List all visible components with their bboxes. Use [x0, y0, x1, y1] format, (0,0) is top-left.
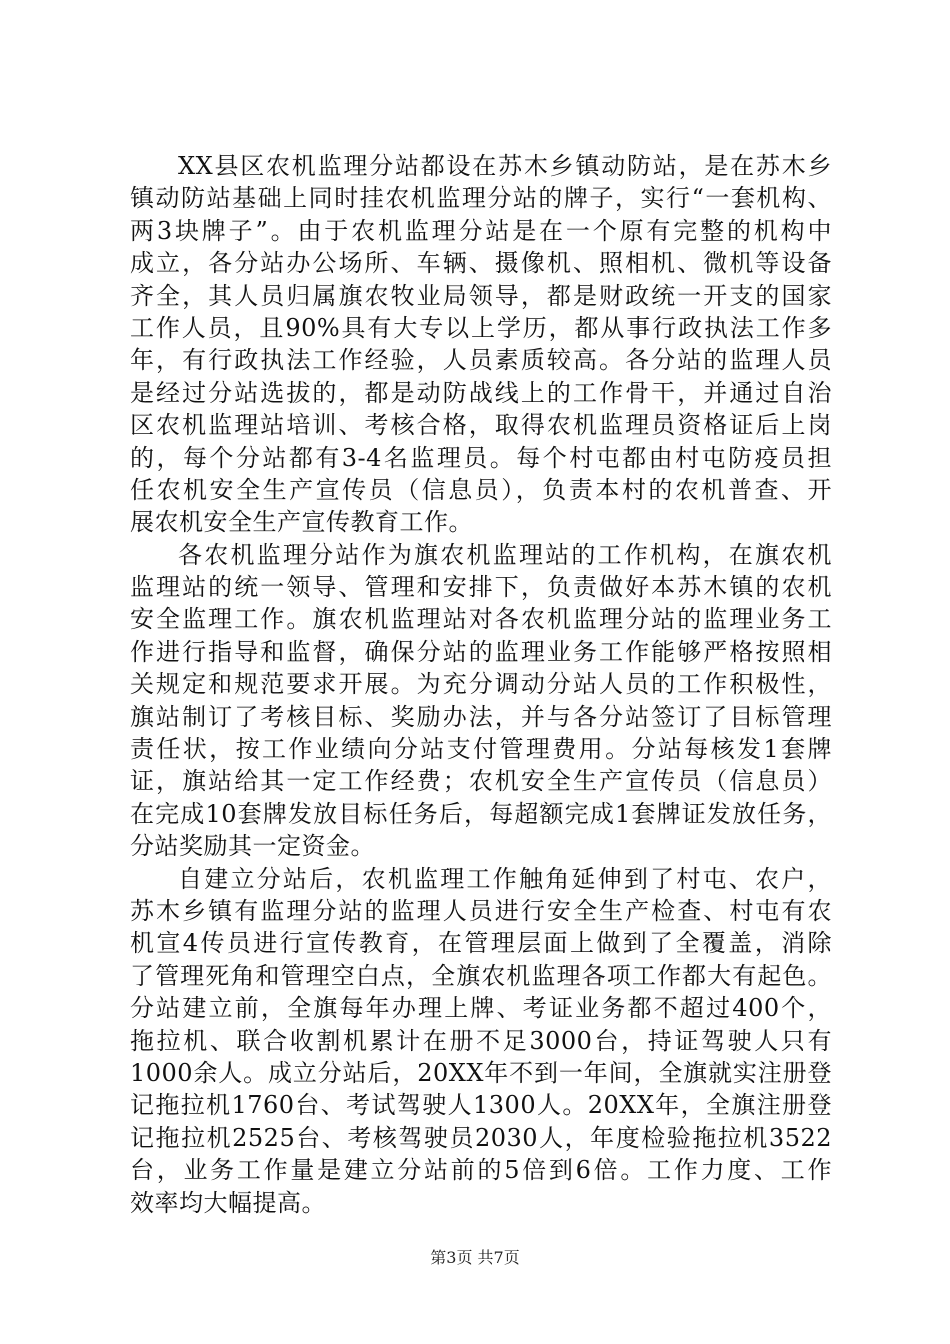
text-line: 旗站制订了考核目标、奖励办法，并与各分站签订了目标管理	[130, 702, 832, 731]
paragraph	[130, 539, 832, 863]
text-line: 苏木乡镇有监理分站的监理人员进行安全生产检查、村屯有农	[130, 896, 832, 925]
text-line: 监理站的统一领导、管理和安排下，负责做好本苏木镇的农机	[130, 573, 832, 602]
text-line: 了管理死角和管理空白点，全旗农机监理各项工作都大有起色。	[130, 961, 832, 990]
text-line: 效率均大幅提高。	[130, 1188, 326, 1217]
text-line: 记拖拉机2525台、考核驾驶员2030人，年度检验拖拉机3522	[130, 1123, 832, 1152]
text-line: 齐全，其人员归属旗农牧业局领导，都是财政统一开支的国家	[130, 281, 832, 310]
text-line: XX县区农机监理分站都设在苏木乡镇动防站，是在苏木乡	[178, 152, 832, 180]
text-line: 台，业务工作量是建立分站前的5倍到6倍。工作力度、工作	[130, 1156, 832, 1185]
text-line: 安全监理工作。旗农机监理站对各农机监理分站的监理业务工	[130, 605, 832, 634]
text-line: 责任状，按工作业绩向分站支付管理费用。分站每核发1套牌	[130, 735, 832, 764]
text-line: 1000余人。成立分站后，20XX年不到一年间，全旗就实注册登	[130, 1058, 832, 1087]
document-body	[130, 150, 832, 1219]
text-line: 分站奖励其一定资金。	[130, 832, 375, 861]
text-line: 自建立分站后，农机监理工作触角延伸到了村屯、农户，	[178, 864, 832, 893]
text-line: 拖拉机、联合收割机累计在册不足3000台，持证驾驶人只有	[130, 1026, 832, 1055]
text-line: 是经过分站选拔的，都是动防战线上的工作骨干，并通过自治	[130, 378, 832, 407]
text-line: 分站建立前，全旗每年办理上牌、考证业务都不超过400个，	[130, 994, 832, 1023]
text-line: 各农机监理分站作为旗农机监理站的工作机构，在旗农机	[178, 540, 832, 569]
page-number-footer: 第3页 共7页	[430, 1248, 520, 1267]
paragraph	[130, 863, 832, 1219]
text-line: 记拖拉机1760台、考试驾驶人1300人。20XX年，全旗注册登	[130, 1091, 832, 1120]
text-line: 的，每个分站都有3-4名监理员。每个村屯都由村屯防疫员担	[130, 443, 832, 472]
text-line: 区农机监理站培训、考核合格，取得农机监理员资格证后上岗	[130, 411, 832, 440]
text-line: 成立，各分站办公场所、车辆、摄像机、照相机、微机等设备	[130, 249, 832, 278]
text-line: 任农机安全生产宣传员（信息员），负责本村的农机普查、开	[130, 475, 832, 504]
text-line: 两3块牌子”。由于农机监理分站是在一个原有完整的机构中	[130, 216, 832, 245]
text-line: 年，有行政执法工作经验，人员素质较高。各分站的监理人员	[130, 346, 832, 375]
text-line: 关规定和规范要求开展。为充分调动分站人员的工作积极性，	[130, 670, 832, 699]
text-line: 机宣4传员进行宣传教育，在管理层面上做到了全覆盖，消除	[130, 929, 832, 958]
text-line: 作进行指导和监督，确保分站的监理业务工作能够严格按照相	[130, 637, 832, 666]
text-line: 证，旗站给其一定工作经费；农机安全生产宣传员（信息员）	[130, 767, 832, 796]
text-line: 在完成10套牌发放目标任务后，每超额完成1套牌证发放任务，	[130, 799, 832, 828]
text-line: 展农机安全生产宣传教育工作。	[130, 508, 473, 537]
text-line: 工作人员，且90%具有大专以上学历，都从事行政执法工作多	[130, 313, 832, 342]
paragraph	[130, 150, 832, 539]
text-line: 镇动防站基础上同时挂农机监理分站的牌子，实行“一套机构、	[130, 184, 832, 213]
